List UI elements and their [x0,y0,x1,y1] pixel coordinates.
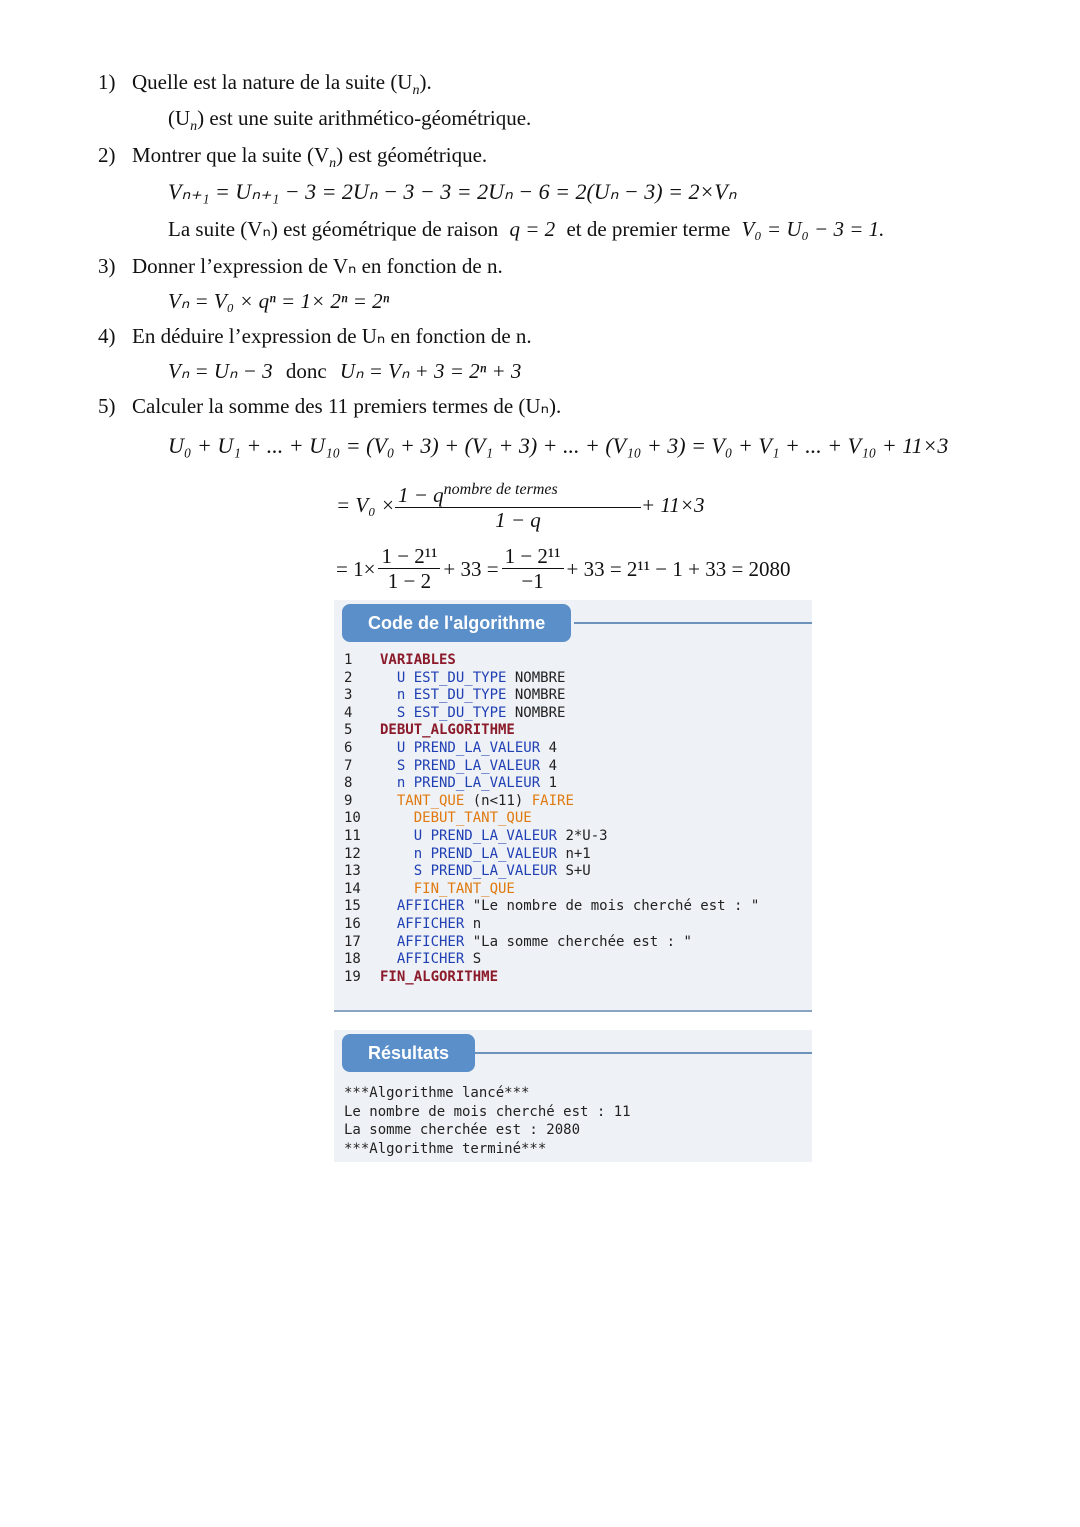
line-number: 16 [344,915,361,932]
line-number: 5 [344,722,353,739]
code-keyword: AFFICHER [396,933,465,950]
equation-part-b: Uₙ = Vₙ + 3 = 2ⁿ + 3 [339,359,522,383]
code-argument: "Le nombre de mois cherché est : " [464,898,760,915]
eq3-num1: 1 − 2¹¹ [378,544,440,569]
code-line [344,881,759,899]
code-argument: NOMBRE [506,669,566,686]
question-number: 3) [98,254,116,278]
code-keyword: FIN_TANT_QUE [413,880,515,897]
eq2-pre: = V₀ × [336,493,395,517]
code-line [344,670,759,688]
indent [380,881,414,897]
question-number: 2) [98,143,116,167]
result-line: ***Algorithme terminé*** [344,1140,547,1157]
line-number: 11 [344,827,361,844]
line-number: 7 [344,757,353,774]
line-number: 10 [344,810,361,827]
code-keyword: S EST_DU_TYPE [396,704,507,721]
eq3-den1: 1 − 2 [387,569,432,593]
line-number: 13 [344,863,361,880]
code-line [344,934,759,952]
eq3-post: + 33 = 2¹¹ − 1 + 33 = 2080 [566,556,791,581]
code-line [344,705,759,723]
code-panel [334,600,812,1012]
code-keyword: VARIABLES [380,652,456,668]
eq3-num2: 1 − 2¹¹ [502,544,564,569]
question-text: En déduire l’expression de Uₙ en fonction de n. [132,324,532,348]
subscript: n [190,119,198,135]
code-keyword: AFFICHER [396,915,465,932]
code-keyword: AFFICHER [396,898,465,915]
indent [380,758,397,774]
code-line [344,846,759,864]
code-argument: n+1 [557,845,591,862]
line-number: 8 [344,775,353,792]
line-number: 3 [344,687,353,704]
question-2 [98,141,487,178]
code-line [344,652,759,670]
eq2-post: + 11×3 [640,493,705,517]
question-text-end: ). [419,70,432,94]
line-number: 4 [344,704,353,721]
panel-bottom-border [334,1010,812,1012]
code-argument: n [464,915,482,932]
code-keyword: n PREND_LA_VALEUR [396,775,541,792]
question-4 [98,322,532,350]
indent [380,687,397,703]
question-number: 1) [98,70,116,94]
code-line [344,916,759,934]
question-5 [98,392,561,420]
code-keyword: U PREND_LA_VALEUR [413,827,558,844]
code-keyword: AFFICHER [396,951,465,968]
panel-rule [574,622,812,624]
equation-part-a: Vₙ = Uₙ − 3 [168,359,273,383]
question-text: Donner l’expression de Vₙ en fonction de n. [132,254,503,278]
code-line [344,810,759,828]
conclusion-text-b: et de premier terme [566,217,731,241]
donc-word: donc [285,359,327,383]
first-term: V₀ = U₀ − 3 = 1. [741,217,885,241]
code-line [344,775,759,793]
line-number: 1 [344,652,353,668]
line-number: 6 [344,739,353,756]
code-argument: (n<11) [464,792,532,809]
code-argument: 4 [540,757,558,774]
equation-v-recurrence: Vₙ₊₁ = Uₙ₊₁ − 3 = 2Uₙ − 3 − 3 = 2Uₙ − 6 = 2(Uₙ − 3) = 2×Vₙ [168,179,737,204]
line-number: 2 [344,669,353,686]
code-line [344,740,759,758]
eq3-pre: = 1× [336,556,376,581]
results-panel [334,1030,812,1162]
code-keyword: TANT_QUE [396,792,465,809]
code-line [344,793,759,811]
code-argument: NOMBRE [506,687,566,704]
line-number: 12 [344,845,361,862]
line-number: 14 [344,880,361,897]
code-line [344,828,759,846]
answer-text: ) est une suite arithmético-géométrique. [197,106,532,130]
code-argument: "La somme cherchée est : " [464,933,692,950]
line-number: 17 [344,933,361,950]
fraction-geometric [398,478,638,532]
result-line: Le nombre de mois cherché est : 11 [344,1103,631,1120]
eq2-exponent: nombre de termes [443,481,558,498]
indent [380,916,397,932]
line-number: 15 [344,898,361,915]
ratio-q: q = 2 [509,217,556,241]
conclusion-2 [168,215,884,243]
fraction-2 [502,544,564,593]
code-argument: 1 [540,775,558,792]
question-text: Montrer que la suite (V [132,143,330,167]
eq3-mid: + 33 = [443,556,499,581]
code-argument: NOMBRE [506,704,566,721]
eq3-den2: −1 [521,569,544,593]
conclusion-text-a: La suite (Vₙ) est géométrique de raison [168,217,499,241]
indent [380,934,397,950]
question-number: 5) [98,394,116,418]
indent [380,810,414,826]
question-text-end: ) est géométrique. [336,143,488,167]
equation-vn: Vₙ = V₀ × qⁿ = 1× 2ⁿ = 2ⁿ [168,289,390,313]
eq2-numerator: 1 − q [397,483,444,507]
code-argument: S [464,951,482,968]
equation-sum-2 [336,478,705,532]
indent [380,670,397,686]
answer-1 [168,104,531,141]
equation-sum-3 [336,544,791,593]
result-line: ***Algorithme lancé*** [344,1085,530,1101]
code-keyword: U EST_DU_TYPE [396,669,507,686]
code-keyword: n PREND_LA_VALEUR [413,845,558,862]
question-1 [98,68,432,105]
indent [380,740,397,756]
line-number: 19 [344,968,361,985]
results-output [344,1084,631,1158]
question-3 [98,252,503,280]
indent [380,775,397,791]
line-number: 18 [344,951,361,968]
indent [380,705,397,721]
question-number: 4) [98,324,116,348]
result-line: La somme cherchée est : 2080 [344,1122,581,1138]
code-keyword: FAIRE [531,792,574,809]
line-number: 9 [344,792,353,809]
code-argument: 2*U-3 [557,827,608,844]
code-line [344,758,759,776]
code-line [344,722,759,740]
fraction-1 [378,544,440,593]
code-line [344,863,759,881]
indent [380,846,414,862]
subscript: n [329,156,337,172]
code-keyword: DEBUT_ALGORITHME [380,722,515,739]
indent [380,898,397,914]
code-line [344,969,759,987]
question-text: Calculer la somme des 11 premiers termes de (Uₙ). [132,394,562,418]
code-keyword: S PREND_LA_VALEUR [413,863,558,880]
code-keyword: DEBUT_TANT_QUE [413,810,532,827]
question-text: Quelle est la nature de la suite (U [132,70,413,94]
indent [380,793,397,809]
code-keyword: U PREND_LA_VALEUR [396,739,541,756]
code-panel-title: Code de l'algorithme [342,604,571,642]
code-keyword: S PREND_LA_VALEUR [396,757,541,774]
indent [380,863,414,879]
code-argument: 4 [540,739,558,756]
eq2-denominator: 1 − q [495,508,541,532]
subscript: n [412,83,420,99]
indent [380,951,397,967]
code-line [344,898,759,916]
code-argument: S+U [557,863,591,880]
equation-sum-1: U₀ + U₁ + ... + U₁₀ = (V₀ + 3) + (V₁ + 3) + ... + (V₁₀ + 3) = V₀ + V₁ + ... + V₁₀ + 11×3 [168,433,949,458]
code-keyword: n EST_DU_TYPE [396,687,507,704]
code-line [344,951,759,969]
answer-pre: (U [168,106,191,130]
code-line [344,687,759,705]
equation-un [168,357,521,385]
code-listing [344,652,759,986]
panel-rule [474,1052,812,1054]
indent [380,828,414,844]
code-keyword: FIN_ALGORITHME [380,968,499,985]
results-panel-title: Résultats [342,1034,475,1072]
